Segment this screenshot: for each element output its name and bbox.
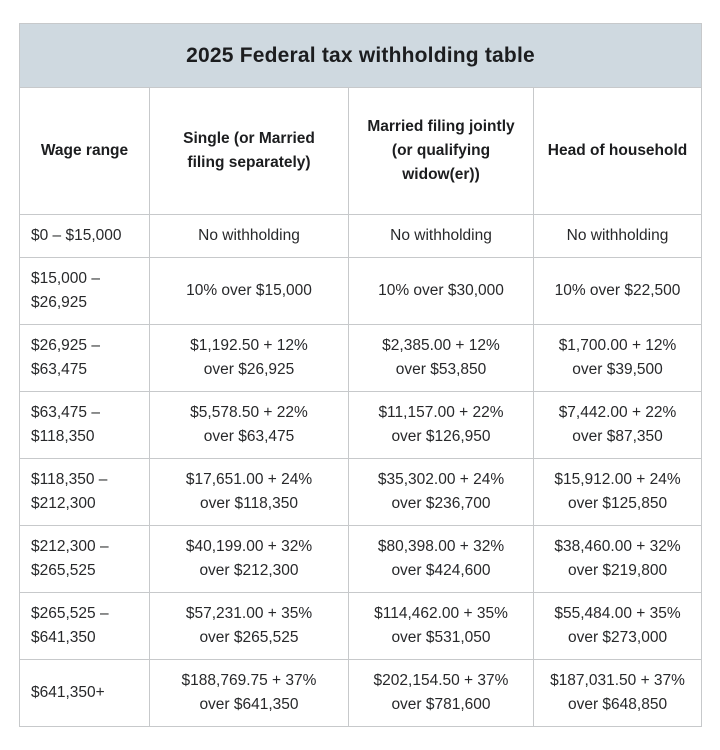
cell-line: $7,442.00 + 22% xyxy=(558,404,677,421)
cell-line: over $87,350 xyxy=(572,428,663,445)
cell-line: $2,385.00 + 12% xyxy=(382,337,500,354)
cell-line: over $63,475 xyxy=(203,428,295,445)
wage-range-cell xyxy=(20,526,150,593)
table-row xyxy=(20,593,702,660)
cell-line: $641,350+ xyxy=(31,684,105,701)
withholding-value-cell xyxy=(534,215,702,258)
withholding-value-cell xyxy=(534,593,702,660)
column-header-line: widow(er)) xyxy=(402,166,480,183)
cell-line: $114,462.00 + 35% xyxy=(374,605,508,622)
cell-line: $118,350 xyxy=(31,428,95,445)
withholding-value-cell xyxy=(534,392,702,459)
withholding-value-cell xyxy=(150,392,349,459)
withholding-value-cell xyxy=(150,526,349,593)
cell-line: $17,651.00 + 24% xyxy=(185,471,313,488)
cell-line: $55,484.00 + 35% xyxy=(554,605,681,622)
cell-line: $5,578.50 + 22% xyxy=(190,404,308,421)
cell-line: over $53,850 xyxy=(395,361,487,378)
column-header-head-of-household xyxy=(534,88,702,215)
cell-line: $11,157.00 + 22% xyxy=(378,404,504,421)
cell-line: $63,475 – xyxy=(31,404,100,421)
cell-line: $15,912.00 + 24% xyxy=(554,471,681,488)
cell-line: $26,925 xyxy=(31,294,88,311)
cell-line: over $236,700 xyxy=(391,495,491,512)
withholding-value-cell xyxy=(150,459,349,526)
withholding-value-cell xyxy=(349,215,534,258)
cell-line: over $648,850 xyxy=(567,696,668,713)
cell-line: $40,199.00 + 32% xyxy=(185,538,313,555)
cell-line: $1,700.00 + 12% xyxy=(558,337,677,354)
cell-line: $212,300 xyxy=(31,495,96,512)
cell-line: over $118,350 xyxy=(200,495,298,512)
title-row xyxy=(20,24,702,88)
cell-line: over $125,850 xyxy=(567,495,668,512)
withholding-value-cell xyxy=(349,258,534,325)
cell-line: $212,300 – xyxy=(31,538,109,555)
cell-line: over $531,050 xyxy=(391,629,491,646)
wage-range-cell xyxy=(20,593,150,660)
table-row xyxy=(20,459,702,526)
withholding-value-cell xyxy=(150,258,349,325)
cell-line: No withholding xyxy=(566,227,669,244)
cell-line: $35,302.00 + 24% xyxy=(377,471,505,488)
cell-line: 10% over $30,000 xyxy=(378,282,504,299)
cell-line: over $265,525 xyxy=(199,629,299,646)
withholding-value-cell xyxy=(349,660,534,727)
cell-line: $57,231.00 + 35% xyxy=(185,605,313,622)
cell-line: over $273,000 xyxy=(567,629,668,646)
cell-line: No withholding xyxy=(390,227,492,244)
withholding-value-cell xyxy=(150,215,349,258)
cell-line: $188,769.75 + 37% xyxy=(181,672,317,689)
withholding-value-cell xyxy=(534,258,702,325)
withholding-value-cell xyxy=(150,660,349,727)
cell-line: over $39,500 xyxy=(572,361,663,378)
withholding-value-cell xyxy=(349,325,534,392)
cell-line: over $641,350 xyxy=(199,696,299,713)
wage-range-cell xyxy=(20,459,150,526)
cell-line: 10% over $22,500 xyxy=(554,282,681,299)
column-header-married-filing-jointly xyxy=(349,88,534,215)
withholding-value-cell xyxy=(534,526,702,593)
cell-line: over $781,600 xyxy=(391,696,491,713)
table-row xyxy=(20,392,702,459)
wage-range-cell xyxy=(20,660,150,727)
column-header-single xyxy=(150,88,349,215)
table-row xyxy=(20,526,702,593)
table-row xyxy=(20,660,702,727)
cell-line: over $212,300 xyxy=(199,562,299,579)
cell-line: $1,192.50 + 12% xyxy=(190,337,308,354)
cell-line: $265,525 xyxy=(31,562,96,579)
wage-range-cell xyxy=(20,215,150,258)
withholding-value-cell xyxy=(349,392,534,459)
column-header-line: Wage range xyxy=(40,142,129,159)
cell-line: No withholding xyxy=(198,227,300,244)
cell-line: 10% over $15,000 xyxy=(186,282,312,299)
cell-line: $80,398.00 + 32% xyxy=(377,538,505,555)
withholding-value-cell xyxy=(534,325,702,392)
withholding-value-cell xyxy=(534,660,702,727)
table-head xyxy=(20,24,702,215)
withholding-value-cell xyxy=(534,459,702,526)
wage-range-cell xyxy=(20,392,150,459)
cell-line: $202,154.50 + 37% xyxy=(373,672,509,689)
table-row xyxy=(20,258,702,325)
column-header-line: Married filing jointly xyxy=(367,118,515,135)
withholding-value-cell xyxy=(349,526,534,593)
column-header-wage-range xyxy=(20,88,150,215)
cell-line: over $26,925 xyxy=(203,361,295,378)
withholding-value-cell xyxy=(150,593,349,660)
cell-line: $38,460.00 + 32% xyxy=(554,538,681,555)
table-row xyxy=(20,325,702,392)
column-header-line: filing separately) xyxy=(187,154,311,171)
cell-line: over $126,950 xyxy=(391,428,491,445)
table-row xyxy=(20,215,702,258)
table-title: 2025 Federal tax withholding table xyxy=(20,24,702,88)
column-header-line: (or qualifying xyxy=(391,142,491,159)
wage-range-cell xyxy=(20,258,150,325)
cell-line: $187,031.50 + 37% xyxy=(550,672,685,689)
withholding-value-cell xyxy=(349,459,534,526)
cell-line: $265,525 – xyxy=(31,605,109,622)
column-header-line: Single (or Married xyxy=(183,130,315,147)
table-body xyxy=(20,215,702,727)
federal-tax-withholding-table xyxy=(19,23,702,727)
cell-line: over $424,600 xyxy=(391,562,491,579)
cell-line: $641,350 xyxy=(31,629,96,646)
withholding-value-cell xyxy=(150,325,349,392)
cell-line: over $219,800 xyxy=(567,562,668,579)
cell-line: $15,000 – xyxy=(31,270,100,287)
withholding-value-cell xyxy=(349,593,534,660)
column-header-line: Head of household xyxy=(547,142,688,159)
wage-range-cell xyxy=(20,325,150,392)
cell-line: $118,350 – xyxy=(31,471,108,488)
cell-line: $0 – $15,000 xyxy=(31,227,122,244)
cell-line: $63,475 xyxy=(31,361,88,378)
column-header-row xyxy=(20,88,702,215)
cell-line: $26,925 – xyxy=(31,337,100,354)
